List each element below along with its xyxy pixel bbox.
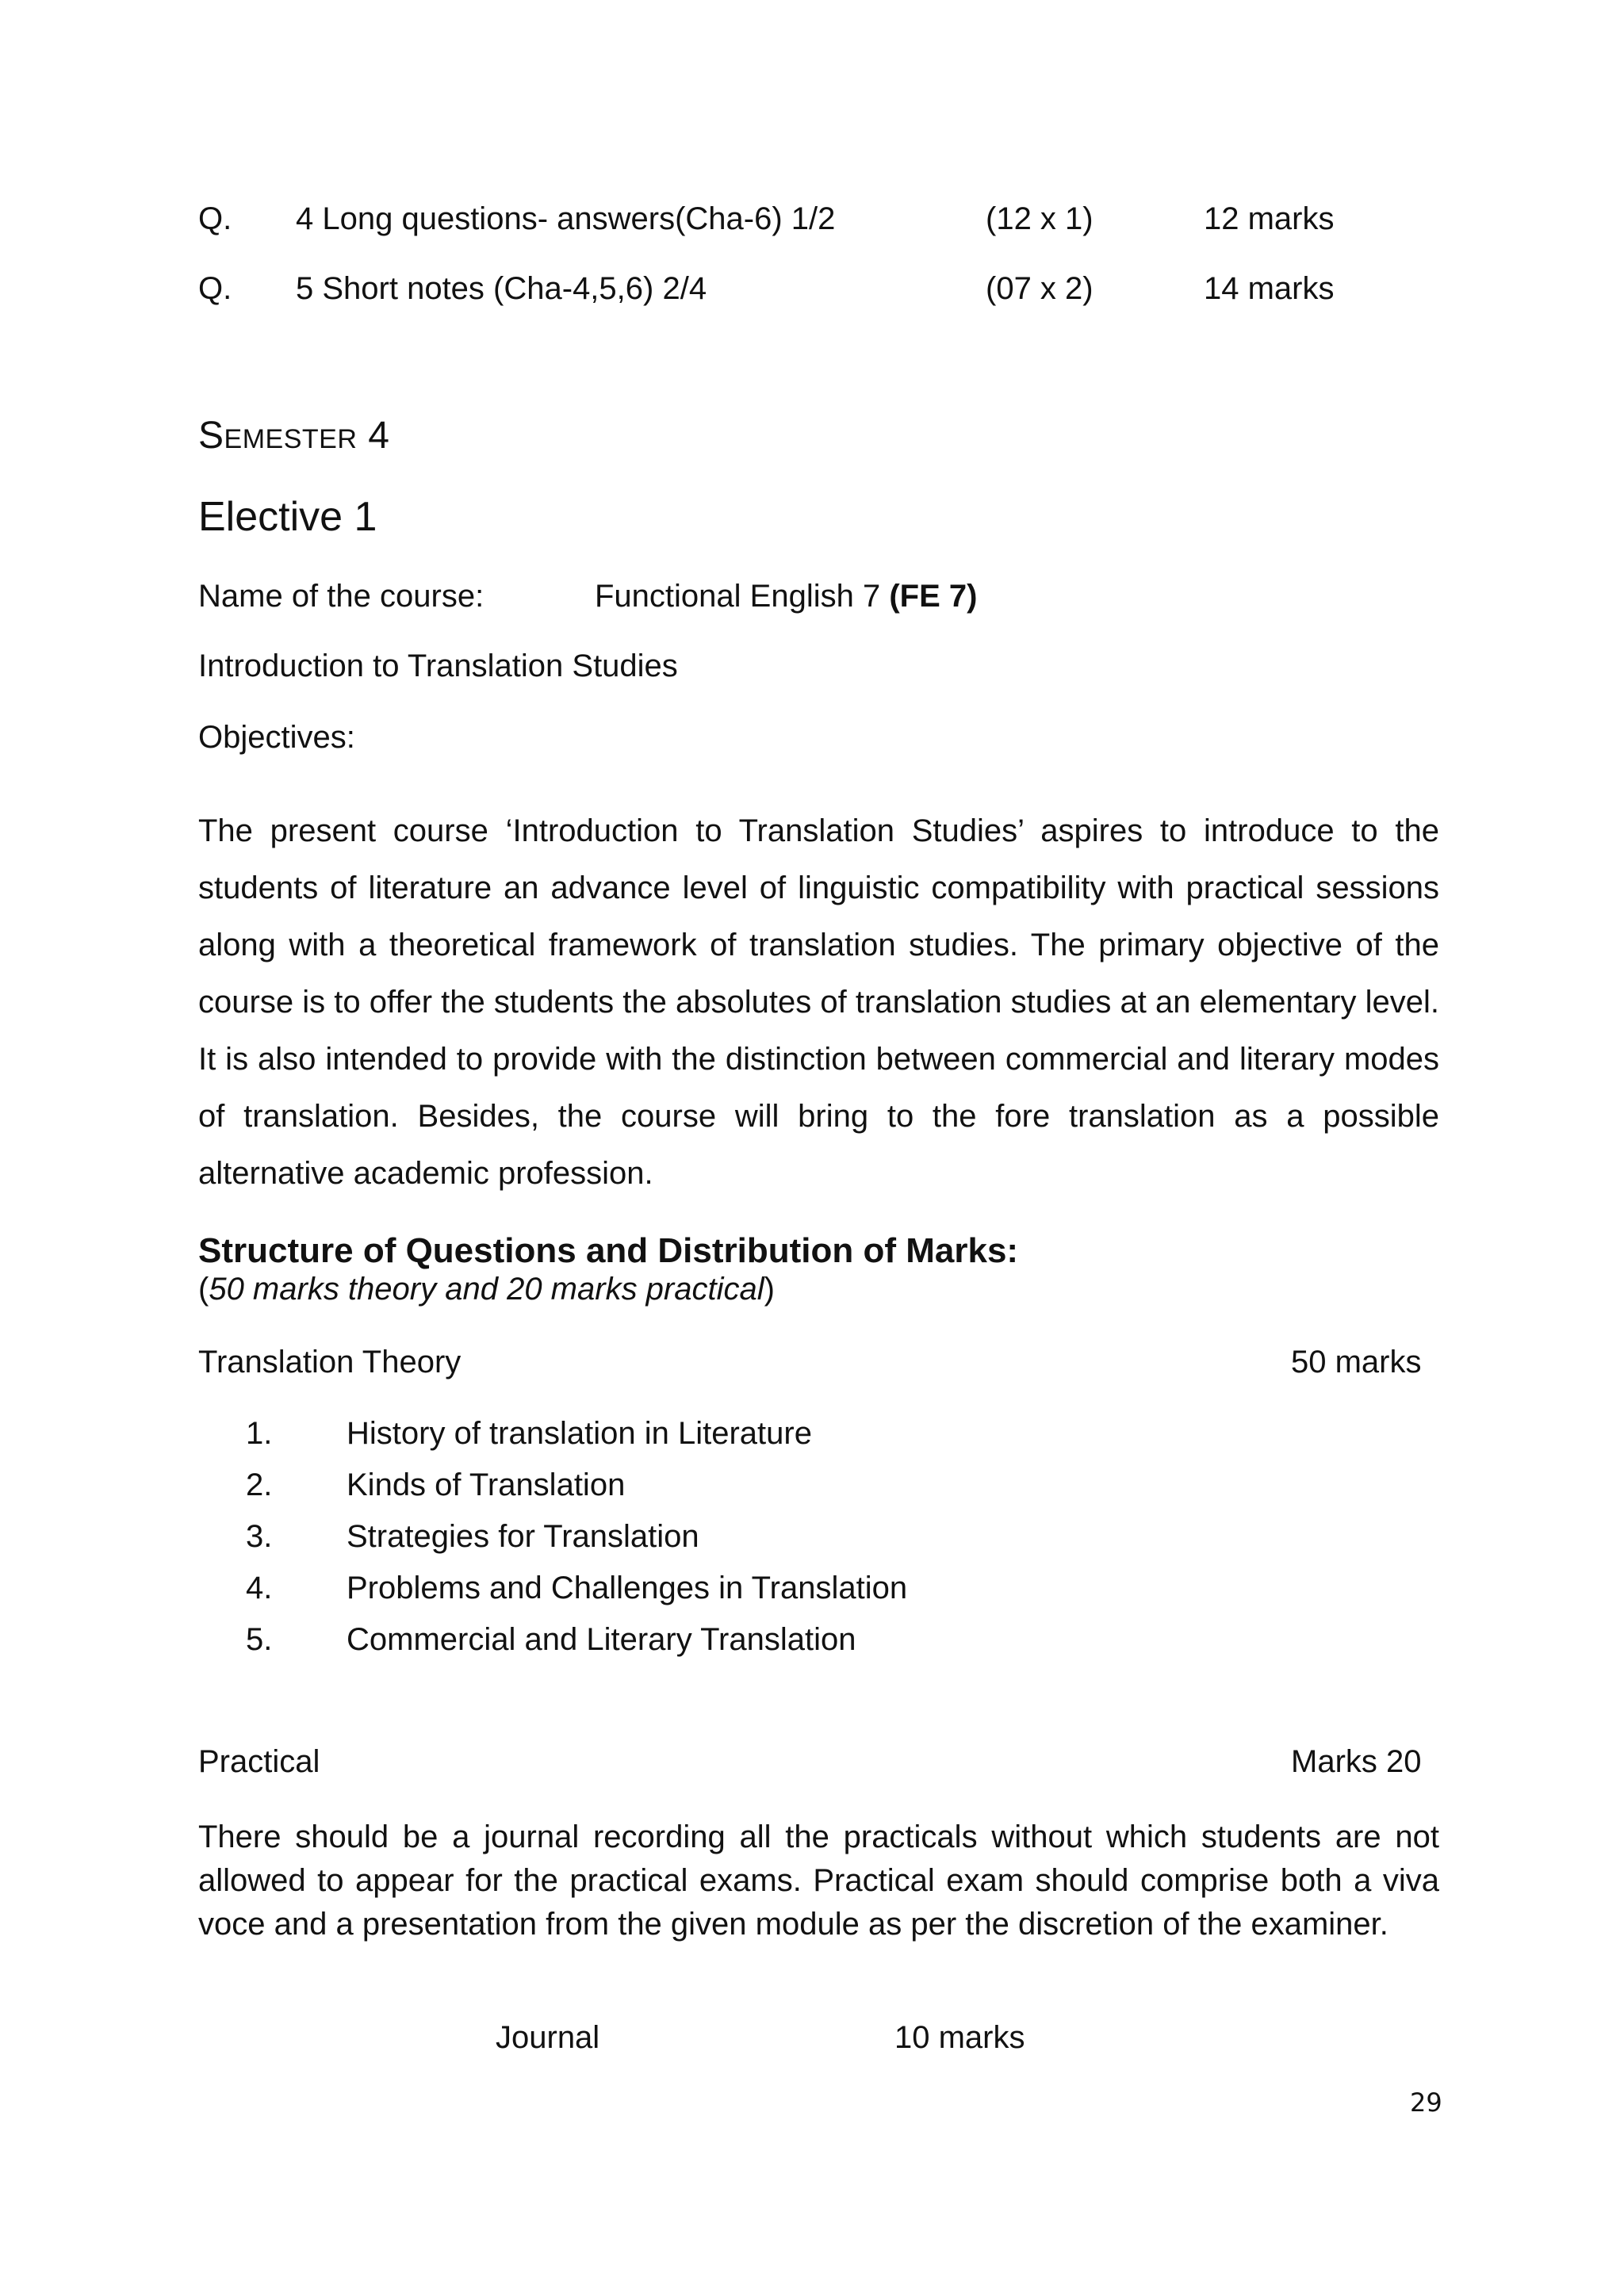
semester-heading: Semester 4 xyxy=(198,415,390,457)
journal-label: Journal xyxy=(496,2020,600,2055)
list-item-text: Commercial and Literary Translation xyxy=(347,1622,856,1657)
question-calc: (07 x 2) xyxy=(986,271,1094,306)
question-marks: 14 marks xyxy=(1204,271,1335,306)
question-marks: 12 marks xyxy=(1204,201,1335,236)
theory-marks: 50 marks xyxy=(1291,1345,1422,1380)
list-item-number: 1. xyxy=(246,1416,273,1451)
objectives-paragraph: The present course ‘Introduction to Translation Studies’ aspires to introduce to the students of literature an advance level of linguistic compatibility with practical sessions along with a theoretical framework of translation studies. The primary objective of the course is to offer the students the absolutes of translation studies at an elementary level. It is also intended to provide with the distinction between commercial and literary modes of translation. Besides, the course will bring to the fore translation as a possible alternative academic profession. xyxy=(198,813,1439,1191)
question-label: Q. xyxy=(198,201,232,236)
question-text: 5 Short notes (Cha-4,5,6) 2/4 xyxy=(296,271,707,306)
practical-marks: Marks 20 xyxy=(1291,1744,1422,1779)
list-item-text: Strategies for Translation xyxy=(347,1519,699,1554)
course-code: (FE 7) xyxy=(889,579,978,614)
list-item-number: 2. xyxy=(246,1468,273,1502)
objectives-label: Objectives: xyxy=(198,720,355,755)
question-calc: (12 x 1) xyxy=(986,201,1094,236)
course-name-label: Name of the course: xyxy=(198,579,485,614)
structure-heading: Structure of Questions and Distribution of Marks: xyxy=(198,1231,1019,1270)
course-title: Functional English 7 xyxy=(595,579,890,614)
page-number: 29 xyxy=(1410,2087,1442,2118)
list-item-text: Problems and Challenges in Translation xyxy=(347,1571,908,1605)
list-item-number: 4. xyxy=(246,1571,273,1605)
list-item-number: 5. xyxy=(246,1622,273,1657)
structure-subheading: (50 marks theory and 20 marks practical) xyxy=(198,1272,775,1307)
question-label: Q. xyxy=(198,271,232,306)
structure-subheading-italic: 50 marks theory and 20 marks practical xyxy=(209,1272,764,1307)
practical-paragraph: There should be a journal recording all the practicals without which students are not allowed to appear for the practical exams. Practical exam should comprise both a viva voce and a presentation from the given module as per the discretion of the examiner. xyxy=(198,1820,1439,1942)
question-text: 4 Long questions- answers(Cha-6) 1/2 xyxy=(296,201,836,236)
list-item-text: Kinds of Translation xyxy=(347,1468,626,1502)
list-item-text: History of translation in Literature xyxy=(347,1416,812,1451)
journal-marks: 10 marks xyxy=(894,2020,1025,2055)
theory-label: Translation Theory xyxy=(198,1345,462,1380)
course-subtitle: Introduction to Translation Studies xyxy=(198,649,678,683)
list-item-number: 3. xyxy=(246,1519,273,1554)
elective-heading: Elective 1 xyxy=(198,494,377,540)
practical-label: Practical xyxy=(198,1744,320,1779)
course-name xyxy=(595,577,977,615)
